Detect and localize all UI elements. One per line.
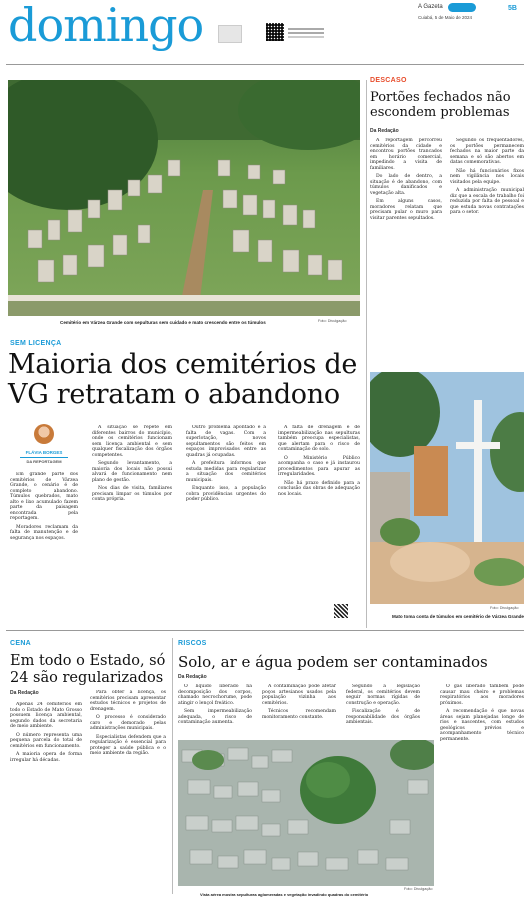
bottom-right-column-4 bbox=[440, 684, 524, 894]
side-photo-caption: Mato toma conta de túmulos em cemitério de Várzea Grande bbox=[392, 614, 524, 619]
paragraph: Em alguns casos, moradores relatam que precisam pular o muro para visitar parentes sepultados. bbox=[370, 199, 442, 221]
paragraph: O gás liberado também pode causar mau cheiro e problemas respiratórios aos moradores próximos. bbox=[440, 684, 524, 706]
side-column-2 bbox=[450, 138, 524, 366]
paragraph: Não há funcionários fixos nem vigilância nos locais visitados pela equipe. bbox=[450, 168, 524, 185]
paragraph: Do lado de dentro, a situação é de abandono, com túmulos danificados e vegetação alta. bbox=[370, 174, 442, 196]
lead-headline: Maioria dos cemitérios de VG retratam o abandono bbox=[8, 349, 357, 410]
paper-name: A Gazeta bbox=[418, 4, 443, 10]
paragraph: A prefeitura informou que estuda medidas para regularizar a situação dos cemitérios municipais. bbox=[186, 461, 266, 483]
paragraph: O líquido liberado na decomposição dos corpos, chamado necrochorume, pode atingir o lençol freático. bbox=[178, 684, 252, 706]
masthead-rule bbox=[6, 64, 524, 65]
paragraph: A maioria opera de forma irregular há décadas. bbox=[10, 752, 82, 763]
bottom-left-headline: Em todo o Estado, só 24 são regularizados bbox=[10, 653, 166, 686]
bottom-left-column-2 bbox=[90, 690, 166, 894]
paragraph: A reportagem percorreu cemitérios da cidade e encontrou portões trancados em horário comercial, impedindo a visita de familiares. bbox=[370, 138, 442, 171]
side-photo bbox=[370, 372, 524, 604]
author-name: FLÁVIA BORGES bbox=[25, 450, 63, 455]
bottom-right-kicker: RISCOS bbox=[178, 640, 207, 647]
paragraph: Sem impermeabilização adequada, o risco de contaminação aumenta. bbox=[178, 709, 252, 725]
paragraph: Nos dias de visita, familiares precisam limpar os túmulos por conta própria. bbox=[92, 486, 172, 502]
side-byline: Da Redação bbox=[370, 128, 399, 134]
paragraph: O número representa uma pequena parcela do total de cemitérios em funcionamento. bbox=[10, 732, 82, 749]
bottom-photo-credit: Foto: Divulgação bbox=[404, 887, 433, 891]
paragraph: Moradores reclamam da falta de manutenção e de segurança nos espaços. bbox=[10, 524, 78, 541]
paragraph: Segundo a legislação federal, os cemitérios devem seguir normas rígidas de construção e operação. bbox=[346, 684, 420, 706]
bottom-right-headline: Solo, ar e água podem ser contaminados bbox=[178, 653, 488, 671]
author-role: DA REPORTAGEM bbox=[26, 459, 62, 464]
paper-logo-icon bbox=[448, 3, 476, 12]
column-divider bbox=[366, 80, 367, 628]
paragraph: A administração municipal diz que a escala de trabalho foi reduzida por falta de pessoal e que estuda novas contratações para o setor. bbox=[450, 188, 524, 215]
paragraph: Especialistas defendem que a regularização é essencial para proteger a saúde pública e o meio ambiente da região. bbox=[90, 734, 166, 756]
lead-photo-caption: Cemitério em Várzea Grande com sepulturas sem cuidado e mato crescendo entre os túmulos bbox=[60, 320, 266, 325]
lead-kicker: SEM LICENÇA bbox=[10, 340, 62, 347]
side-headline: Portões fechados não escondem problemas bbox=[370, 90, 511, 120]
masthead-ad bbox=[218, 22, 328, 44]
paragraph: Fiscalização é de responsabilidade dos órgãos ambientais. bbox=[346, 709, 420, 725]
paragraph: Apenas 24 cemitérios em todo o Estado de Mato Grosso possuem licença ambiental, segundo dados da secretaria de meio ambiente. bbox=[10, 702, 82, 729]
bottom-left-column-1 bbox=[10, 702, 82, 894]
author-rule bbox=[20, 457, 68, 458]
bottom-photo bbox=[178, 740, 434, 886]
paragraph: Segundo levantamento, a maioria dos locais não possui alvará de funcionamento nem plano de gestão. bbox=[92, 461, 172, 483]
lead-photo-credit: Foto: Divulgação bbox=[318, 319, 347, 323]
bottom-photo-caption: Vista aérea mostra sepulturas aglomeradas e vegetação invadindo quadras do cemitério bbox=[200, 892, 369, 897]
paragraph: Técnicos recomendam monitoramento constante. bbox=[262, 709, 336, 720]
paragraph: Em grande parte dos cemitérios de Várzea Grande, o cenário é de completo abandono. Túmulos quebrados, mato alto e lixo acumulado fazem parte da paisagem encontrada pela reportagem. bbox=[10, 472, 78, 521]
bottom-right-column-1 bbox=[178, 684, 252, 736]
side-column-1 bbox=[370, 138, 442, 366]
paragraph: Não há prazo definido para a conclusão das obras de adequação nos locais. bbox=[278, 480, 360, 497]
paragraph: A contaminação pode afetar poços artesianos usados pela população vizinha aos cemitérios. bbox=[262, 684, 336, 706]
paragraph: A situação se repete em diferentes bairros do município, onde os cemitérios funcionam sem licença ambiental e sem qualquer fiscalização dos órgãos competentes. bbox=[92, 425, 172, 458]
masthead bbox=[0, 0, 530, 62]
cemetery-aerial-illustration bbox=[8, 80, 360, 316]
paragraph: Outro problema apontado é a falta de vagas. Com a superlotação, novos sepultamentos são feitos em espaços improvisados entre as quadras já ocupadas. bbox=[186, 425, 266, 458]
qr-code-icon bbox=[266, 23, 284, 41]
section-title: domingo bbox=[8, 0, 204, 52]
bottom-right-column-2 bbox=[262, 684, 336, 736]
ad-text-lines bbox=[288, 28, 324, 30]
bottom-left-byline: Da Redação bbox=[10, 690, 39, 696]
author-box bbox=[10, 422, 78, 470]
qr-code-icon bbox=[334, 604, 348, 618]
lead-column-1 bbox=[10, 472, 78, 610]
lead-column-2 bbox=[92, 425, 172, 613]
author-avatar bbox=[34, 424, 54, 444]
lead-photo bbox=[8, 80, 360, 316]
lead-column-4 bbox=[278, 425, 360, 603]
bottom-left-kicker: CENA bbox=[10, 640, 32, 647]
bottom-right-column-3 bbox=[346, 684, 420, 736]
date-line: Cuiabá, 5 de Maio de 2024 bbox=[418, 15, 473, 20]
paragraph: O Ministério Público acompanha o caso e já instaurou procedimentos para apurar as irregularidades. bbox=[278, 455, 360, 477]
cross-grave-illustration bbox=[370, 372, 524, 604]
paragraph: Enquanto isso, a população cobra providências urgentes do poder público. bbox=[186, 486, 266, 502]
side-photo-credit: Foto: Divulgação bbox=[490, 606, 519, 610]
side-kicker: DESCASO bbox=[370, 77, 407, 84]
paragraph: Para obter a licença, os cemitérios precisam apresentar estudos técnicos e projetos de drenagem. bbox=[90, 690, 166, 712]
page-number: 5B bbox=[508, 5, 517, 12]
paragraph: A falta de drenagem e de impermeabilização nas sepulturas também preocupa especialistas, que alertam para o risco de contaminação do solo. bbox=[278, 425, 360, 452]
bottom-right-byline: Da Redação bbox=[178, 674, 207, 680]
aerial-cemetery-illustration bbox=[178, 740, 434, 886]
paragraph: A recomendação é que novas áreas sejam planejadas longe de rios e nascentes, com estudos geológicos prévios e acompanhamento técnico permanente. bbox=[440, 709, 524, 742]
paragraph: Segundo os frequentadores, os portões permanecem fechados na maior parte da semana e só são abertos em datas comemorativas. bbox=[450, 138, 524, 165]
column-divider bbox=[172, 638, 173, 894]
lead-column-3 bbox=[186, 425, 266, 613]
section-rule bbox=[6, 630, 524, 631]
ad-logo bbox=[218, 25, 242, 43]
paragraph: O processo é considerado caro e demorado pelas administrações municipais. bbox=[90, 715, 166, 731]
